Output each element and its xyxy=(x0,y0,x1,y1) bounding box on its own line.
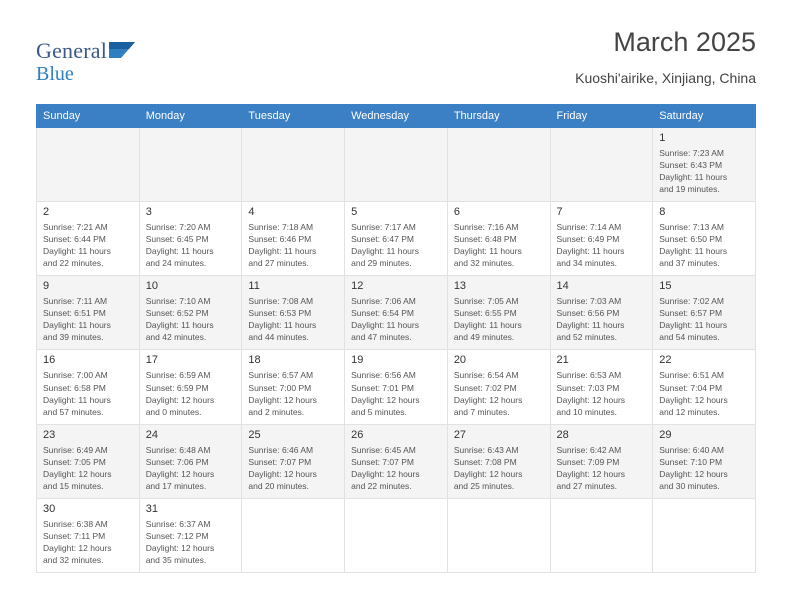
day-detail-line: and 32 minutes. xyxy=(453,258,515,269)
day-number: 24 xyxy=(145,428,158,441)
weekday-header-thursday: Thursday xyxy=(447,104,550,127)
calendar-day-cell xyxy=(345,424,448,498)
day-detail-line: and 32 minutes. xyxy=(43,555,104,566)
calendar-week-row xyxy=(37,350,756,424)
day-detail-line: Sunrise: 6:53 AM xyxy=(556,370,622,381)
day-detail-line: and 49 minutes. xyxy=(453,332,515,343)
calendar-cell-empty xyxy=(139,127,242,201)
day-details xyxy=(146,444,236,492)
day-detail-line: and 47 minutes. xyxy=(351,332,412,343)
day-number: 2 xyxy=(43,205,50,218)
day-details xyxy=(557,444,647,492)
day-detail-line: Sunset: 7:06 PM xyxy=(145,456,209,467)
day-detail-line: Sunset: 7:01 PM xyxy=(351,382,414,393)
day-detail-line: Sunrise: 6:37 AM xyxy=(145,518,211,529)
day-detail-line: and 20 minutes. xyxy=(248,480,309,491)
day-number: 26 xyxy=(351,428,364,441)
calendar-day-cell xyxy=(139,201,242,275)
calendar-cell-empty xyxy=(550,498,653,572)
flag-icon xyxy=(109,40,137,60)
weekday-header-tuesday: Tuesday xyxy=(242,104,345,127)
day-detail-line: and 22 minutes. xyxy=(351,480,412,491)
day-detail-line: and 57 minutes. xyxy=(43,406,104,417)
day-detail-line: and 52 minutes. xyxy=(556,332,617,343)
day-detail-line: Sunrise: 7:17 AM xyxy=(351,221,416,232)
day-details xyxy=(248,444,338,492)
day-details xyxy=(659,221,749,269)
calendar-day-cell xyxy=(37,424,140,498)
day-detail-line: Sunrise: 6:38 AM xyxy=(43,518,108,529)
day-detail-line: Daylight: 12 hours xyxy=(145,394,215,405)
day-detail-line: Sunset: 7:08 PM xyxy=(453,456,517,467)
calendar-cell-empty xyxy=(345,498,448,572)
day-detail-line: and 35 minutes. xyxy=(145,555,207,566)
calendar-day-cell xyxy=(653,127,756,201)
calendar-week-row xyxy=(37,127,756,201)
day-detail-line: and 30 minutes. xyxy=(659,480,720,491)
brand-name-blue: Blue xyxy=(36,63,74,85)
day-details xyxy=(146,518,236,566)
day-detail-line: and 34 minutes. xyxy=(556,258,617,269)
day-number: 3 xyxy=(145,205,152,218)
day-detail-line: Sunset: 6:47 PM xyxy=(351,234,414,244)
day-number: 19 xyxy=(351,354,364,367)
day-detail-line: Daylight: 11 hours xyxy=(145,246,214,257)
day-detail-line: Sunrise: 6:45 AM xyxy=(351,444,416,455)
day-number: 28 xyxy=(556,428,569,441)
brand-name-general: General xyxy=(36,38,108,63)
day-detail-line: Sunrise: 6:49 AM xyxy=(43,444,108,455)
day-detail-line: and 24 minutes. xyxy=(145,258,207,269)
day-details xyxy=(351,221,441,269)
calendar-week-row xyxy=(37,424,756,498)
day-detail-line: and 12 minutes. xyxy=(659,406,720,417)
location-subtitle: Kuoshi'airike, Xinjiang, China xyxy=(575,69,756,86)
day-detail-line: Daylight: 12 hours xyxy=(659,394,728,405)
day-detail-line: Sunset: 7:00 PM xyxy=(248,382,312,393)
weekday-header-monday: Monday xyxy=(139,104,242,127)
day-detail-line: Sunset: 6:59 PM xyxy=(145,382,209,393)
day-number: 12 xyxy=(351,280,364,293)
day-number: 7 xyxy=(556,205,563,218)
calendar-day-cell xyxy=(345,350,448,424)
day-detail-line: Daylight: 11 hours xyxy=(556,246,625,257)
day-number: 21 xyxy=(556,354,569,367)
brand-logo xyxy=(36,28,137,84)
day-detail-line: Sunrise: 7:13 AM xyxy=(659,221,724,232)
day-detail-line: Sunrise: 6:57 AM xyxy=(248,370,314,381)
day-detail-line: Sunrise: 6:42 AM xyxy=(556,444,622,455)
day-number: 20 xyxy=(453,354,467,367)
day-detail-line: Daylight: 11 hours xyxy=(43,394,111,405)
day-details xyxy=(351,295,441,343)
day-detail-line: Daylight: 12 hours xyxy=(248,394,317,405)
day-detail-line: Daylight: 12 hours xyxy=(453,468,523,479)
day-number: 14 xyxy=(556,280,569,293)
day-details xyxy=(146,295,236,343)
calendar-day-cell xyxy=(550,201,653,275)
day-number: 5 xyxy=(351,205,358,218)
day-detail-line: Sunrise: 7:11 AM xyxy=(43,296,108,307)
calendar-day-cell xyxy=(242,350,345,424)
day-detail-line: Sunset: 7:07 PM xyxy=(248,456,312,467)
day-details xyxy=(248,369,338,417)
day-details xyxy=(43,369,133,417)
day-detail-line: Daylight: 11 hours xyxy=(145,320,214,331)
day-detail-line: Sunrise: 6:43 AM xyxy=(453,444,519,455)
day-detail-line: Daylight: 11 hours xyxy=(43,320,111,331)
day-details xyxy=(146,369,236,417)
weekday-header-saturday: Saturday xyxy=(653,104,756,127)
day-number: 17 xyxy=(145,354,158,367)
calendar-cell-empty xyxy=(447,127,550,201)
calendar-day-cell xyxy=(37,276,140,350)
day-detail-line: Daylight: 11 hours xyxy=(659,171,728,182)
day-detail-line: Sunset: 7:12 PM xyxy=(145,531,209,541)
day-number: 4 xyxy=(248,205,255,218)
calendar-day-cell xyxy=(653,201,756,275)
day-details xyxy=(659,369,749,417)
day-detail-line: Sunrise: 7:03 AM xyxy=(556,296,622,307)
day-detail-line: and 15 minutes. xyxy=(43,480,104,491)
day-number: 9 xyxy=(43,280,50,293)
day-detail-line: Sunset: 6:52 PM xyxy=(145,308,209,319)
day-detail-line: Sunset: 7:09 PM xyxy=(556,456,620,467)
day-detail-line: and 42 minutes. xyxy=(145,332,207,343)
day-detail-line: Daylight: 11 hours xyxy=(659,246,728,257)
day-detail-line: Sunrise: 7:16 AM xyxy=(453,221,519,232)
calendar-table xyxy=(36,104,756,574)
title-block xyxy=(575,28,756,86)
day-detail-line: Sunrise: 7:05 AM xyxy=(453,296,519,307)
day-number: 25 xyxy=(248,428,261,441)
day-number: 27 xyxy=(453,428,467,441)
day-number: 16 xyxy=(43,354,56,367)
day-detail-line: Daylight: 12 hours xyxy=(556,394,626,405)
calendar-day-cell xyxy=(447,350,550,424)
calendar-cell-empty xyxy=(447,498,550,572)
day-detail-line: Sunrise: 7:02 AM xyxy=(659,296,724,307)
day-number: 8 xyxy=(659,205,666,218)
day-detail-line: and 37 minutes. xyxy=(659,258,720,269)
day-details xyxy=(659,295,749,343)
calendar-week-row xyxy=(37,201,756,275)
day-details xyxy=(454,369,544,417)
day-detail-line: Sunset: 7:07 PM xyxy=(351,456,414,467)
calendar-week-row xyxy=(37,276,756,350)
day-number: 29 xyxy=(659,428,672,441)
day-detail-line: and 5 minutes. xyxy=(351,406,407,417)
day-detail-line: Sunset: 6:49 PM xyxy=(556,234,620,244)
day-details xyxy=(454,295,544,343)
calendar-day-cell xyxy=(139,498,242,572)
day-detail-line: Sunrise: 7:14 AM xyxy=(556,221,622,232)
calendar-day-cell xyxy=(550,276,653,350)
day-details xyxy=(43,295,133,343)
day-detail-line: and 29 minutes. xyxy=(351,258,412,269)
day-detail-line: Sunrise: 6:56 AM xyxy=(351,370,416,381)
day-detail-line: Sunrise: 6:51 AM xyxy=(659,370,724,381)
calendar-day-cell xyxy=(447,424,550,498)
day-detail-line: and 22 minutes. xyxy=(43,258,104,269)
day-number: 6 xyxy=(453,205,460,218)
calendar-day-cell xyxy=(345,276,448,350)
day-detail-line: Sunrise: 7:20 AM xyxy=(145,221,211,232)
day-detail-line: and 0 minutes. xyxy=(145,406,202,417)
day-detail-line: Sunset: 6:48 PM xyxy=(453,234,517,244)
day-detail-line: Sunset: 7:11 PM xyxy=(43,531,106,541)
calendar-day-cell xyxy=(139,424,242,498)
day-details xyxy=(454,221,544,269)
calendar-cell-empty xyxy=(242,498,345,572)
day-detail-line: Sunset: 6:54 PM xyxy=(351,308,414,319)
day-detail-line: and 27 minutes. xyxy=(556,480,617,491)
calendar-week-row xyxy=(37,498,756,572)
day-detail-line: Sunset: 6:58 PM xyxy=(43,382,106,393)
calendar-day-cell xyxy=(37,201,140,275)
day-detail-line: Sunrise: 7:10 AM xyxy=(145,296,211,307)
day-detail-line: Sunrise: 7:18 AM xyxy=(248,221,314,232)
day-number: 23 xyxy=(43,428,56,441)
calendar-day-cell xyxy=(550,424,653,498)
day-detail-line: Daylight: 11 hours xyxy=(351,320,419,331)
weekday-header-friday: Friday xyxy=(550,104,653,127)
day-details xyxy=(557,221,647,269)
day-detail-line: Sunset: 6:44 PM xyxy=(43,234,106,244)
calendar-day-cell xyxy=(242,424,345,498)
day-details xyxy=(146,221,236,269)
day-detail-line: and 44 minutes. xyxy=(248,332,309,343)
weekday-header-wednesday: Wednesday xyxy=(345,104,448,127)
calendar-day-cell xyxy=(242,276,345,350)
day-detail-line: Sunset: 7:03 PM xyxy=(556,382,620,393)
calendar-day-cell xyxy=(447,276,550,350)
day-detail-line: Sunset: 6:46 PM xyxy=(248,234,312,244)
day-details xyxy=(43,221,133,269)
day-detail-line: Sunrise: 7:23 AM xyxy=(659,147,724,158)
calendar-day-cell xyxy=(242,201,345,275)
day-detail-line: Sunset: 6:50 PM xyxy=(659,234,723,244)
calendar-day-cell xyxy=(139,276,242,350)
day-details xyxy=(248,221,338,269)
day-detail-line: and 19 minutes. xyxy=(659,183,720,194)
day-detail-line: Sunrise: 6:40 AM xyxy=(659,444,724,455)
day-detail-line: Sunrise: 7:21 AM xyxy=(43,221,108,232)
day-detail-line: Sunset: 6:55 PM xyxy=(453,308,517,319)
calendar-cell-empty xyxy=(37,127,140,201)
day-details xyxy=(659,147,749,195)
day-detail-line: Daylight: 12 hours xyxy=(556,468,626,479)
day-detail-line: Sunset: 7:04 PM xyxy=(659,382,723,393)
calendar-day-cell xyxy=(550,350,653,424)
calendar-day-cell xyxy=(447,201,550,275)
day-details xyxy=(454,444,544,492)
day-detail-line: Sunset: 7:05 PM xyxy=(43,456,106,467)
calendar-day-cell xyxy=(37,498,140,572)
page-title: March 2025 xyxy=(613,27,756,57)
calendar-day-cell xyxy=(653,276,756,350)
day-detail-line: Daylight: 11 hours xyxy=(659,320,728,331)
day-detail-line: Sunrise: 7:08 AM xyxy=(248,296,314,307)
day-detail-line: and 27 minutes. xyxy=(248,258,309,269)
day-details xyxy=(659,444,749,492)
day-detail-line: Sunset: 6:51 PM xyxy=(43,308,106,319)
day-details xyxy=(43,518,133,566)
day-detail-line: Daylight: 12 hours xyxy=(145,543,215,554)
calendar-day-cell xyxy=(139,350,242,424)
calendar-body xyxy=(37,127,756,573)
day-detail-line: Sunrise: 6:48 AM xyxy=(145,444,211,455)
day-detail-line: Sunrise: 7:06 AM xyxy=(351,296,416,307)
calendar-cell-empty xyxy=(242,127,345,201)
day-detail-line: Daylight: 12 hours xyxy=(145,468,215,479)
day-detail-line: Daylight: 12 hours xyxy=(43,468,112,479)
day-detail-line: Daylight: 11 hours xyxy=(248,246,317,257)
day-detail-line: Daylight: 11 hours xyxy=(351,246,419,257)
day-number: 10 xyxy=(145,280,158,293)
day-details xyxy=(248,295,338,343)
day-detail-line: Sunset: 6:43 PM xyxy=(659,159,723,170)
day-detail-line: and 10 minutes. xyxy=(556,406,617,417)
day-details xyxy=(43,444,133,492)
calendar-cell-empty xyxy=(550,127,653,201)
day-detail-line: Sunset: 6:45 PM xyxy=(145,234,209,244)
day-detail-line: and 54 minutes. xyxy=(659,332,720,343)
weekday-header-row xyxy=(37,104,756,127)
day-detail-line: and 17 minutes. xyxy=(145,480,207,491)
day-detail-line: Sunset: 6:56 PM xyxy=(556,308,620,319)
day-detail-line: Daylight: 11 hours xyxy=(43,246,111,257)
day-number: 22 xyxy=(659,354,672,367)
page-header xyxy=(0,0,792,86)
day-detail-line: Daylight: 11 hours xyxy=(248,320,317,331)
calendar-cell-empty xyxy=(653,498,756,572)
day-detail-line: Daylight: 12 hours xyxy=(659,468,728,479)
day-detail-line: and 39 minutes. xyxy=(43,332,104,343)
day-number: 13 xyxy=(453,280,467,293)
day-detail-line: Sunset: 6:53 PM xyxy=(248,308,312,319)
calendar-cell-empty xyxy=(345,127,448,201)
day-detail-line: Daylight: 12 hours xyxy=(351,394,420,405)
day-detail-line: Daylight: 12 hours xyxy=(351,468,420,479)
day-detail-line: and 25 minutes. xyxy=(453,480,515,491)
weekday-header-sunday: Sunday xyxy=(37,104,140,127)
day-number: 1 xyxy=(659,131,666,144)
day-detail-line: Daylight: 11 hours xyxy=(556,320,625,331)
day-details xyxy=(351,369,441,417)
day-detail-line: Sunrise: 6:46 AM xyxy=(248,444,314,455)
brand-top-row xyxy=(36,40,137,62)
day-detail-line: Daylight: 12 hours xyxy=(43,543,112,554)
calendar-day-cell xyxy=(653,350,756,424)
day-number: 31 xyxy=(145,502,158,515)
day-detail-line: Daylight: 12 hours xyxy=(248,468,317,479)
day-detail-line: Sunrise: 7:00 AM xyxy=(43,370,108,381)
day-details xyxy=(557,369,647,417)
day-detail-line: and 2 minutes. xyxy=(248,406,305,417)
day-detail-line: Daylight: 11 hours xyxy=(453,246,522,257)
day-number: 30 xyxy=(43,502,56,515)
day-detail-line: Sunset: 7:02 PM xyxy=(453,382,517,393)
day-number: 18 xyxy=(248,354,261,367)
day-detail-line: Sunrise: 6:59 AM xyxy=(145,370,211,381)
calendar-day-cell xyxy=(653,424,756,498)
day-detail-line: Daylight: 12 hours xyxy=(453,394,523,405)
day-number: 15 xyxy=(659,280,672,293)
day-detail-line: and 7 minutes. xyxy=(453,406,510,417)
day-details xyxy=(351,444,441,492)
day-detail-line: Daylight: 11 hours xyxy=(453,320,522,331)
calendar-day-cell xyxy=(37,350,140,424)
day-details xyxy=(557,295,647,343)
calendar-day-cell xyxy=(345,201,448,275)
day-detail-line: Sunset: 6:57 PM xyxy=(659,308,723,319)
day-detail-line: Sunset: 7:10 PM xyxy=(659,456,723,467)
day-number: 11 xyxy=(248,280,260,293)
day-detail-line: Sunrise: 6:54 AM xyxy=(453,370,519,381)
